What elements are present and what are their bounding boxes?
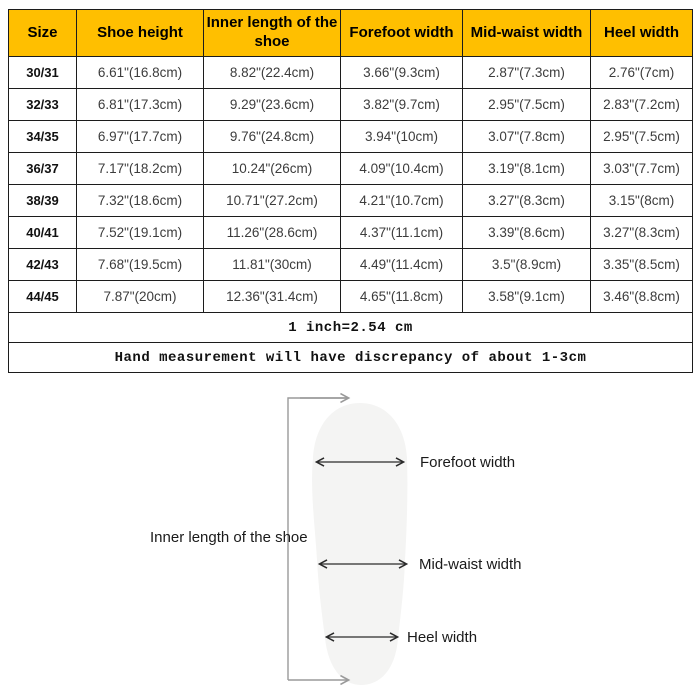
cell-shoe-height: 6.81"(17.3cm)	[77, 89, 204, 121]
column-header-shoe-height: Shoe height	[77, 10, 204, 57]
cell-inner-length: 8.82"(22.4cm)	[204, 57, 341, 89]
cell-heel-width: 3.35"(8.5cm)	[591, 249, 693, 281]
cell-forefoot-width: 3.66"(9.3cm)	[341, 57, 463, 89]
cell-size: 36/37	[9, 153, 77, 185]
cell-forefoot-width: 4.49"(11.4cm)	[341, 249, 463, 281]
cell-inner-length: 12.36"(31.4cm)	[204, 281, 341, 313]
cell-heel-width: 2.76"(7cm)	[591, 57, 693, 89]
cell-inner-length: 10.71"(27.2cm)	[204, 185, 341, 217]
table-row	[9, 217, 693, 249]
cell-size: 30/31	[9, 57, 77, 89]
cell-midwaist-width: 3.07"(7.8cm)	[463, 121, 591, 153]
note-measurement-disclaimer: Hand measurement will have discrepancy of about 1-3cm	[9, 343, 693, 373]
table-row	[9, 121, 693, 153]
cell-midwaist-width: 2.87"(7.3cm)	[463, 57, 591, 89]
cell-size: 42/43	[9, 249, 77, 281]
cell-shoe-height: 7.32"(18.6cm)	[77, 185, 204, 217]
cell-midwaist-width: 3.58"(9.1cm)	[463, 281, 591, 313]
cell-midwaist-width: 3.27"(8.3cm)	[463, 185, 591, 217]
cell-inner-length: 9.76"(24.8cm)	[204, 121, 341, 153]
table-row	[9, 249, 693, 281]
cell-forefoot-width: 3.82"(9.7cm)	[341, 89, 463, 121]
cell-shoe-height: 6.97"(17.7cm)	[77, 121, 204, 153]
column-header-size: Size	[9, 10, 77, 57]
cell-shoe-height: 6.61"(16.8cm)	[77, 57, 204, 89]
note-row	[9, 313, 693, 343]
table-row	[9, 89, 693, 121]
column-header-midwaist-width: Mid-waist width	[463, 10, 591, 57]
cell-heel-width: 2.95"(7.5cm)	[591, 121, 693, 153]
cell-midwaist-width: 2.95"(7.5cm)	[463, 89, 591, 121]
cell-forefoot-width: 4.21"(10.7cm)	[341, 185, 463, 217]
cell-size: 34/35	[9, 121, 77, 153]
midwaist-width-label: Mid-waist width	[419, 556, 522, 573]
size-chart-table	[8, 9, 693, 373]
cell-heel-width: 3.03"(7.7cm)	[591, 153, 693, 185]
cell-inner-length: 11.26"(28.6cm)	[204, 217, 341, 249]
cell-inner-length: 10.24"(26cm)	[204, 153, 341, 185]
cell-inner-length: 11.81"(30cm)	[204, 249, 341, 281]
cell-heel-width: 3.46"(8.8cm)	[591, 281, 693, 313]
table-row	[9, 153, 693, 185]
cell-size: 40/41	[9, 217, 77, 249]
cell-shoe-height: 7.87"(20cm)	[77, 281, 204, 313]
cell-size: 38/39	[9, 185, 77, 217]
note-inch-conversion: 1 inch=2.54 cm	[9, 313, 693, 343]
cell-heel-width: 2.83"(7.2cm)	[591, 89, 693, 121]
shoe-sole-outline	[312, 403, 407, 685]
column-header-heel-width: Heel width	[591, 10, 693, 57]
table-row	[9, 281, 693, 313]
cell-shoe-height: 7.68"(19.5cm)	[77, 249, 204, 281]
cell-heel-width: 3.27"(8.3cm)	[591, 217, 693, 249]
note-row	[9, 343, 693, 373]
cell-midwaist-width: 3.39"(8.6cm)	[463, 217, 591, 249]
table-row	[9, 57, 693, 89]
column-header-inner-length: Inner length of the shoe	[204, 10, 341, 57]
cell-midwaist-width: 3.19"(8.1cm)	[463, 153, 591, 185]
forefoot-width-label: Forefoot width	[420, 454, 516, 471]
cell-midwaist-width: 3.5"(8.9cm)	[463, 249, 591, 281]
cell-heel-width: 3.15"(8cm)	[591, 185, 693, 217]
cell-forefoot-width: 4.37"(11.1cm)	[341, 217, 463, 249]
sole-measurement-diagram	[0, 388, 700, 700]
cell-size: 32/33	[9, 89, 77, 121]
cell-shoe-height: 7.17"(18.2cm)	[77, 153, 204, 185]
column-header-forefoot-width: Forefoot width	[341, 10, 463, 57]
inner-length-label: Inner length of the shoe	[150, 529, 308, 546]
cell-forefoot-width: 4.65"(11.8cm)	[341, 281, 463, 313]
heel-width-label: Heel width	[407, 629, 478, 646]
header-row	[9, 10, 693, 57]
cell-forefoot-width: 3.94"(10cm)	[341, 121, 463, 153]
cell-shoe-height: 7.52"(19.1cm)	[77, 217, 204, 249]
table-row	[9, 185, 693, 217]
cell-size: 44/45	[9, 281, 77, 313]
cell-inner-length: 9.29"(23.6cm)	[204, 89, 341, 121]
cell-forefoot-width: 4.09"(10.4cm)	[341, 153, 463, 185]
